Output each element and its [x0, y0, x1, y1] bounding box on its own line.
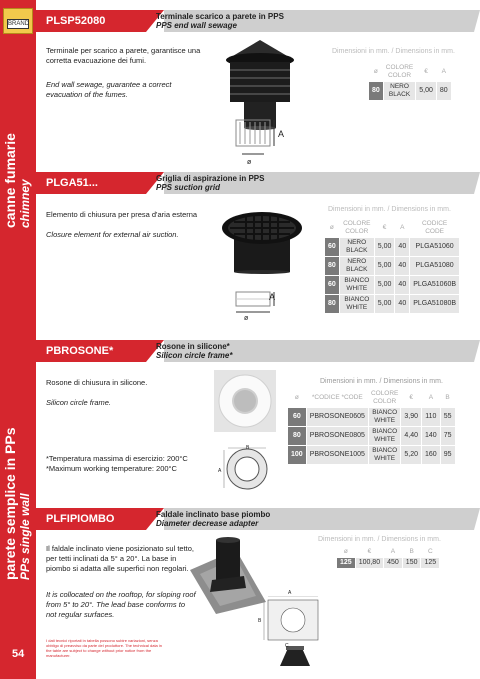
cell-b: 95 [441, 446, 455, 464]
table-row [288, 446, 455, 464]
cell-a: 40 [395, 257, 409, 275]
cell-color: BIANCO WHITE [340, 295, 374, 313]
product-title-en: PPS suction grid [156, 183, 221, 192]
description-en: Silicon circle frame. [46, 398, 112, 407]
cell-color: BIANCO WHITE [369, 408, 400, 426]
product-title-it: Griglia di aspirazione in PPS [156, 174, 265, 183]
description-it: Terminale per scarico a parete, garantisce una corretta evacuazione dei fumi. [46, 46, 201, 65]
col-header: € [382, 224, 387, 231]
table-row [288, 427, 455, 445]
product-title-en: Silicon circle frame* [156, 351, 233, 360]
cell-c: 125 [421, 558, 439, 568]
cell-price: 5,00 [375, 295, 395, 313]
cell-code: PBROSONE1005 [307, 446, 368, 464]
cell-a: 40 [395, 276, 409, 294]
description-en: End wall sewage, guarantee a correct evacuation of the fumes. [46, 80, 172, 99]
cell-price: 100,80 [356, 558, 383, 568]
drawing-label-b: B [246, 445, 250, 451]
brand-logo-text: BRAND [8, 21, 30, 27]
product-photo-lead-flashing [186, 536, 268, 616]
product-code: PLFIPIOMBO [36, 508, 146, 530]
col-header: ø [329, 224, 334, 231]
section-plga51 [36, 172, 480, 334]
product-title-en: PPS end wall sewage [156, 21, 237, 30]
cell-diameter: 60 [325, 238, 339, 256]
page-number: 54 [12, 648, 25, 660]
cell-diameter: 60 [325, 276, 339, 294]
cell-code: PLGA51080B [410, 295, 459, 313]
cell-code: PLGA51060B [410, 276, 459, 294]
spec-table [336, 546, 440, 569]
product-code: PLGA51... [36, 172, 146, 194]
category-single-wall-it: parete semplice in PPs [2, 427, 18, 580]
col-header: B [409, 548, 414, 555]
col-header: ø [343, 548, 348, 555]
section-header [36, 340, 480, 362]
product-photo-suction-grid [220, 206, 304, 274]
section-pbrosone [36, 340, 480, 500]
dimensions-heading: Dimensioni in mm. / Dimensions in mm. [318, 536, 441, 543]
cell-a: 110 [422, 408, 440, 426]
section-header [36, 172, 480, 194]
col-header: € [409, 394, 414, 401]
product-title-it: Rosone in silicone* [156, 342, 230, 351]
cell-price: 5,00 [375, 257, 395, 275]
col-header: ø [373, 68, 378, 75]
product-photo-end-wall-terminal [222, 38, 298, 130]
dimensions-heading: Dimensioni in mm. / Dimensions in mm. [320, 378, 443, 385]
col-header: C [427, 548, 433, 555]
cell-a: 80 [437, 82, 451, 100]
cell-a: 140 [422, 427, 440, 445]
cell-price: 5,20 [401, 446, 421, 464]
cell-a: 450 [384, 558, 402, 568]
cell-diameter: 80 [325, 295, 339, 313]
cell-color: BIANCO WHITE [340, 276, 374, 294]
cell-price: 4,40 [401, 427, 421, 445]
cell-b: 55 [441, 408, 455, 426]
cell-color: NERO BLACK [340, 238, 374, 256]
table-row [369, 82, 451, 100]
drawing-label-c: C [285, 643, 289, 649]
cell-diameter: 60 [288, 408, 306, 426]
table-row [325, 238, 459, 256]
cell-price: 5,00 [375, 238, 395, 256]
col-header: *CODICE *CODE [311, 394, 363, 401]
drawing-label-diameter: ø [244, 315, 249, 322]
product-title-it: Terminale scarico a parete in PPS [156, 12, 284, 21]
cell-diameter: 100 [288, 446, 306, 464]
product-code: PBROSONE* [36, 340, 146, 362]
cell-price: 5,00 [416, 82, 436, 100]
description-it: Elemento di chiusura per presa d'aria esterna [46, 210, 198, 219]
table-row [288, 408, 455, 426]
cell-diameter: 125 [337, 558, 355, 568]
section-header [36, 10, 480, 32]
cell-code: PLGA51080 [410, 257, 459, 275]
drawing-label-a: A [218, 468, 222, 474]
cell-color: BIANCO WHITE [369, 427, 400, 445]
cell-code: PBROSONE0805 [307, 427, 368, 445]
spec-table [324, 218, 460, 314]
section-plsp52080 [36, 10, 480, 170]
cell-a: 160 [422, 446, 440, 464]
table-row [337, 558, 439, 568]
category-chimney-it: canne fumarie [2, 133, 18, 228]
cell-code: PBROSONE0605 [307, 408, 368, 426]
col-header: COLORE COLOR [370, 390, 399, 405]
col-header: A [400, 224, 405, 231]
cell-price: 3,90 [401, 408, 421, 426]
temperature-note-it: *Temperatura massima di esercizio: 200°C [46, 454, 188, 463]
drawing-label-a: A [288, 590, 292, 596]
cell-price: 5,00 [375, 276, 395, 294]
technical-drawing-lead-flashing [262, 596, 324, 678]
table-row [325, 276, 459, 294]
drawing-label-b: B [258, 618, 262, 624]
section-header [36, 508, 480, 530]
technical-drawing-end-wall [228, 118, 288, 172]
drawing-label-a: A [269, 292, 276, 302]
dimensions-heading: Dimensioni in mm. / Dimensions in mm. [328, 206, 451, 213]
col-header: B [445, 394, 450, 401]
cell-a: 40 [395, 295, 409, 313]
cell-color: NERO BLACK [384, 82, 415, 100]
table-row [325, 295, 459, 313]
product-title-it: Faldale inclinato base piombo [156, 510, 271, 519]
category-single-wall [2, 427, 32, 580]
table-row [325, 257, 459, 275]
cell-code: PLGA51060 [410, 238, 459, 256]
sidebar [0, 0, 36, 679]
col-header: A [428, 394, 434, 401]
product-code: PLSP52080 [36, 10, 146, 32]
col-header: COLORE COLOR [385, 64, 414, 79]
col-header: € [367, 548, 372, 555]
cell-b: 75 [441, 427, 455, 445]
col-header: € [424, 68, 428, 75]
spec-table [368, 62, 452, 101]
col-header: A [441, 68, 446, 75]
category-chimney-en: chimney [18, 179, 32, 228]
col-header: A [390, 548, 396, 555]
section-plfipiombo [36, 508, 480, 679]
col-header: ø [294, 394, 299, 401]
brand-logo [3, 8, 33, 34]
description-it: Il faldale inclinato viene posizionato sul tetto, per tetti inclinati da 5° a 20°. La base in piombo si adatta alle superfici non regolari. [46, 544, 195, 573]
dimensions-heading: Dimensioni in mm. / Dimensions in mm. [332, 48, 455, 55]
cell-diameter: 80 [325, 257, 339, 275]
description-en: Closure element for external air suction. [46, 230, 179, 239]
cell-color: BIANCO WHITE [369, 446, 400, 464]
col-header: COLORE COLOR [343, 220, 371, 235]
spec-table [287, 388, 456, 465]
cell-diameter: 80 [288, 427, 306, 445]
product-photo-silicon-frame [214, 370, 276, 432]
cell-color: NERO BLACK [340, 257, 374, 275]
col-header: CODICE CODE [421, 220, 448, 235]
category-chimney [2, 133, 32, 228]
drawing-label-a: A [278, 129, 285, 139]
category-single-wall-en: PPs single wall [18, 493, 32, 580]
cell-b: 150 [403, 558, 421, 568]
drawing-label-diameter: ø [247, 159, 252, 166]
product-title-en: Diameter decrease adapter [156, 519, 259, 528]
description-en: It is collocated on the rooftop, for sloping roof from 5° to 20°. The lead base conforms to not regular surfaces. [46, 590, 196, 619]
cell-diameter: 80 [369, 82, 383, 100]
footnote: I dati tecnici riportati in tabella possono subire variazioni, senza obbligo di preavviso da parte del produttore. The technical data in the table are subject to change without prior notice from the manufacturer. [46, 638, 163, 658]
cell-a: 40 [395, 238, 409, 256]
temperature-note-en: *Maximum working temperature: 200°C [46, 464, 177, 473]
description-it: Rosone di chiusura in silicone. [46, 378, 148, 387]
